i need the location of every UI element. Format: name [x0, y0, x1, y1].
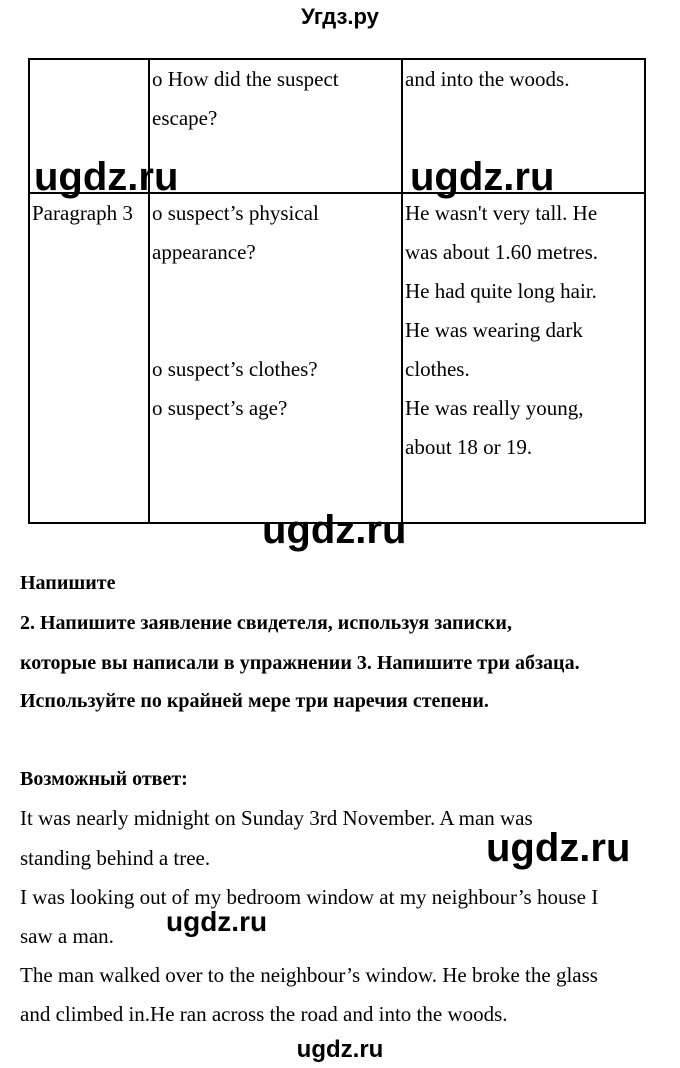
question-cell — [149, 193, 402, 523]
answer-text-line: The man walked over to the neighbour’s window. He broke the glass — [20, 963, 598, 987]
answer-line: and into the woods. — [405, 67, 570, 91]
footer-watermark: ugdz.ru — [296, 1036, 384, 1063]
answer-text-line: I was looking out of my bedroom window at my neighbour’s house I — [20, 885, 599, 909]
question-line: o suspect’s clothes? — [152, 357, 318, 381]
watermark: ugdz.ru — [262, 508, 407, 552]
watermark: ugdz.ru — [166, 906, 268, 937]
row-label: Paragraph 3 — [32, 201, 133, 225]
notes-table — [28, 58, 646, 524]
answer-line: He was really young, — [405, 396, 584, 420]
task-line: Используйте по крайней мере три наречия степени. — [20, 690, 489, 712]
answer-text-line: and climbed in.He ran across the road and into the woods. — [20, 1002, 508, 1026]
site-title: Угдз.ру — [301, 4, 379, 29]
watermark: ugdz.ru — [410, 155, 555, 199]
watermark: ugdz.ru — [34, 155, 179, 199]
row-label-cell — [29, 193, 149, 523]
question-line: appearance? — [152, 240, 256, 264]
question-line: o suspect’s physical — [152, 201, 319, 225]
task-line: которые вы написали в упражнении 3. Напишите три абзаца. — [20, 652, 580, 674]
task-line: 2. Напишите заявление свидетеля, используя записки, — [20, 612, 512, 634]
answer-text-line: saw a man. — [20, 924, 114, 948]
question-line: o suspect’s age? — [152, 396, 288, 420]
section-heading: Напишите — [20, 572, 116, 594]
answer-line: was about 1.60 metres. — [405, 240, 599, 264]
answer-line: He was wearing dark — [405, 318, 583, 342]
answer-line: about 18 or 19. — [405, 435, 533, 459]
watermark: ugdz.ru — [486, 826, 631, 870]
answer-heading: Возможный ответ: — [20, 768, 188, 790]
question-line: o How did the suspect — [152, 67, 339, 91]
answer-text-line: standing behind a tree. — [20, 846, 211, 870]
question-cell — [149, 59, 402, 193]
answer-line: clothes. — [405, 357, 470, 381]
question-line: escape? — [152, 106, 218, 130]
answer-cell — [402, 193, 645, 523]
answer-line: He had quite long hair. — [405, 279, 597, 303]
answer-text-line: It was nearly midnight on Sunday 3rd November. A man was — [20, 806, 533, 830]
table-row — [29, 193, 645, 523]
answer-line: He wasn't very tall. He — [405, 201, 598, 225]
